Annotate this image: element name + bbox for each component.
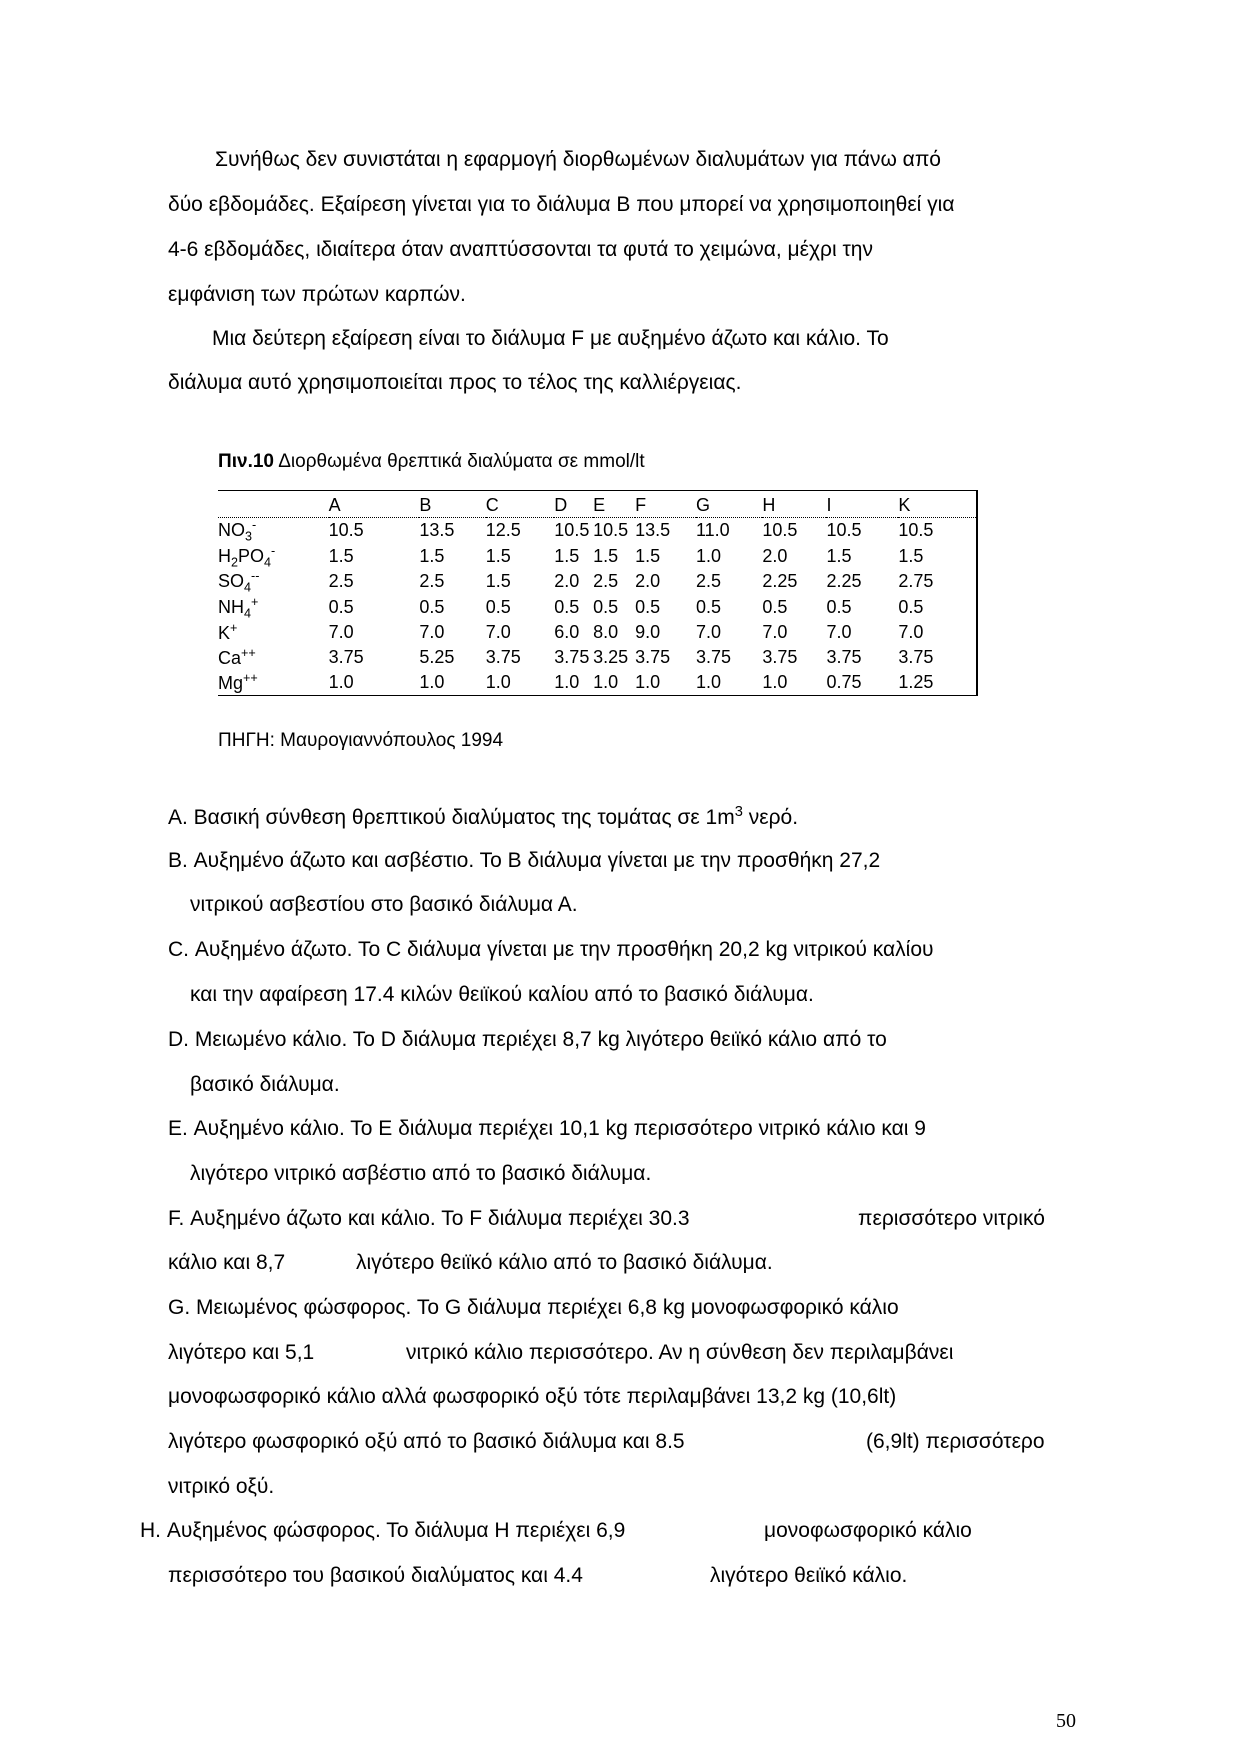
note-h-line: λιγότερο θειϊκό κάλιο. bbox=[710, 1564, 908, 1587]
table-cell: 2.25 bbox=[762, 571, 798, 592]
table-header-ion bbox=[218, 491, 329, 518]
table-cell: 3.75 bbox=[826, 647, 862, 668]
table-row bbox=[218, 645, 977, 670]
ion-label-part: 3 bbox=[245, 529, 253, 544]
note-g-line: νιτρικό κάλιο περισσότερο. Αν η σύνθεση δεν περιλαμβάνει bbox=[406, 1341, 954, 1364]
note-g-line: G. Μειωμένος φώσφορος. Το G διάλυμα περιέχει 6,8 kg μονοφωσφορικό κάλιο bbox=[168, 1296, 899, 1319]
table-cell: 1.5 bbox=[485, 545, 511, 566]
table-cell: 0.5 bbox=[485, 597, 511, 618]
intro-line: 4-6 εβδομάδες, ιδιαίτερα όταν αναπτύσσονται τα φυτά το χειμώνα, μέχρι την bbox=[168, 238, 873, 261]
ion-label-part: NO bbox=[218, 520, 245, 540]
ion-label-part: - bbox=[271, 543, 276, 558]
table-cell: 13.5 bbox=[635, 520, 671, 541]
ion-label-part: H bbox=[218, 545, 231, 566]
table-cell: 3.75 bbox=[635, 647, 671, 668]
table-cell: 0.5 bbox=[419, 597, 445, 618]
table-cell: 2.75 bbox=[898, 569, 977, 595]
table-cell: 1.5 bbox=[826, 545, 852, 566]
note-a bbox=[168, 804, 798, 830]
ion-label bbox=[218, 595, 329, 621]
table-header-cell: H bbox=[762, 491, 826, 518]
table-header-cell: I bbox=[826, 491, 898, 518]
ion-label-part: 2 bbox=[231, 555, 239, 570]
table-cell: 2.0 bbox=[554, 571, 580, 592]
intro-line: Συνήθως δεν συνιστάται η εφαρμογή διορθωμένων διαλυμάτων για πάνω από bbox=[215, 148, 941, 171]
table-cell: 1.25 bbox=[898, 670, 977, 696]
table-cell: 2.25 bbox=[826, 571, 862, 592]
table-cell: 7.0 bbox=[485, 622, 511, 643]
table-cell: 3.75 bbox=[328, 647, 364, 668]
table-cell: 7.0 bbox=[826, 622, 852, 643]
note-g-line: νιτρικό οξύ. bbox=[168, 1475, 275, 1498]
note-e-line: λιγότερο νιτρικό ασβέστιο από το βασικό διάλυμα. bbox=[190, 1162, 652, 1185]
ion-label-part: 4 bbox=[244, 580, 252, 595]
table-cell: 10.5 bbox=[826, 520, 862, 541]
table-cell: 10.5 bbox=[762, 520, 798, 541]
table-cell: 6.0 bbox=[554, 622, 580, 643]
table-cell: 8.0 bbox=[593, 622, 619, 643]
table-cell: 7.0 bbox=[762, 622, 788, 643]
note-a-text: A. Βασική σύνθεση θρεπτικού διαλύματος της τομάτας σε 1m bbox=[168, 806, 735, 829]
table-cell: 1.0 bbox=[329, 670, 420, 696]
table-header-row bbox=[218, 491, 977, 518]
intro-line: διάλυμα αυτό χρησιμοποιείται προς το τέλος της καλλιέργειας. bbox=[168, 371, 742, 394]
ion-label-part: Ca bbox=[218, 648, 242, 669]
table-cell: 3.75 bbox=[762, 647, 798, 668]
table-cell: 2.0 bbox=[635, 571, 661, 592]
table-row bbox=[218, 544, 977, 570]
note-f-line: F. Αυξημένο άζωτο και κάλιο. Το F διάλυμα περιέχει 30.3 bbox=[168, 1207, 690, 1230]
table-cell: 0.5 bbox=[898, 595, 977, 621]
ion-label-part: ++ bbox=[243, 671, 258, 686]
table-caption bbox=[218, 451, 645, 473]
table-cell: 1.0 bbox=[762, 670, 826, 696]
table-cell: 1.5 bbox=[554, 545, 580, 566]
ion-label-part: PO bbox=[238, 545, 265, 566]
table-cell: 0.5 bbox=[593, 597, 619, 618]
table-header-cell: F bbox=[635, 491, 696, 518]
table-cell: 2.5 bbox=[419, 571, 445, 592]
table-header-cell: E bbox=[593, 491, 635, 518]
note-c-line: C. Αυξημένο άζωτο. Το C διάλυμα γίνεται με την προσθήκη 20,2 kg νιτρικού καλίου bbox=[168, 938, 934, 961]
table-cell: 3.25 bbox=[593, 647, 629, 668]
table-cell: 0.5 bbox=[328, 597, 354, 618]
intro-line: εμφάνιση των πρώτων καρπών. bbox=[168, 283, 466, 306]
table-cell: 2.5 bbox=[593, 571, 619, 592]
table-header-cell: C bbox=[486, 491, 555, 518]
note-f-line: περισσότερο νιτρικό bbox=[858, 1207, 1045, 1230]
table-cell: 7.0 bbox=[898, 620, 977, 645]
table-cell: 1.0 bbox=[696, 670, 762, 696]
table-caption-text: Διορθωμένα θρεπτικά διαλύματα σε mmol/lt bbox=[278, 451, 645, 472]
table-cell: 7.0 bbox=[695, 622, 721, 643]
ion-label-part: + bbox=[251, 594, 259, 609]
table-cell: 9.0 bbox=[635, 622, 661, 643]
table-cell: 10.5 bbox=[898, 518, 977, 544]
table-source: ΠΗΓΗ: Μαυρογιαννόπουλος 1994 bbox=[218, 730, 504, 751]
table-cell: 0.5 bbox=[826, 597, 852, 618]
ion-label bbox=[218, 645, 329, 670]
table-header-cell: K bbox=[898, 491, 977, 518]
ion-label bbox=[218, 518, 329, 544]
table-row bbox=[218, 670, 977, 696]
solutions-table bbox=[218, 490, 978, 696]
note-a-sup: 3 bbox=[734, 804, 743, 820]
table-cell: 12.5 bbox=[485, 520, 521, 541]
table-cell: 0.5 bbox=[554, 597, 580, 618]
table-cell: 3.75 bbox=[554, 647, 590, 668]
intro-line: δύο εβδομάδες. Εξαίρεση γίνεται για το διάλυμα Β που μπορεί να χρησιμοποιηθεί για bbox=[168, 193, 955, 216]
table-cell: 11.0 bbox=[695, 520, 730, 541]
ion-label-part: + bbox=[230, 621, 238, 636]
table-cell: 1.0 bbox=[486, 670, 555, 696]
note-c-line: και την αφαίρεση 17.4 κιλών θειϊκού καλίου από το βασικό διάλυμα. bbox=[190, 983, 814, 1006]
note-h-line: μονοφωσφορικό κάλιο bbox=[764, 1519, 972, 1542]
note-e-line: E. Αυξημένο κάλιο. Το E διάλυμα περιέχει 10,1 kg περισσότερο νιτρικό κάλιο και 9 bbox=[168, 1117, 926, 1140]
table-row bbox=[218, 569, 977, 595]
table-row bbox=[218, 518, 977, 544]
note-g-line: μονοφωσφορικό κάλιο αλλά φωσφορικό οξύ τότε περιλαμβάνει 13,2 kg (10,6lt) bbox=[168, 1385, 897, 1408]
ion-label-part: Mg bbox=[218, 673, 244, 694]
table-cell: 1.0 bbox=[593, 670, 635, 696]
table-cell: 0.5 bbox=[635, 597, 661, 618]
note-b-line: νιτρικού ασβεστίου στο βασικό διάλυμα Α. bbox=[190, 893, 578, 916]
ion-label bbox=[218, 544, 329, 570]
table-cell: 3.75 bbox=[695, 647, 731, 668]
ion-label bbox=[218, 569, 329, 595]
note-d-line: D. Μειωμένο κάλιο. Το D διάλυμα περιέχει 8,7 kg λιγότερο θειϊκό κάλιο από το bbox=[168, 1028, 887, 1051]
table-cell: 10.5 bbox=[593, 520, 629, 541]
table-caption-label: Πιν.10 bbox=[218, 451, 274, 472]
ion-label-part: K bbox=[218, 623, 231, 644]
note-h-line: περισσότερο του βασικού διαλύματος και 4.4 bbox=[168, 1564, 583, 1587]
note-g-line: λιγότερο και 5,1 bbox=[168, 1341, 315, 1364]
note-h-line: H. Αυξημένος φώσφορος. Το διάλυμα Η περιέχει 6,9 bbox=[140, 1519, 626, 1542]
page-number: 50 bbox=[1056, 1710, 1076, 1732]
table-cell: 1.0 bbox=[635, 670, 696, 696]
table-cell: 10.5 bbox=[554, 520, 590, 541]
table-cell: 0.5 bbox=[762, 597, 788, 618]
note-f-line: λιγότερο θειϊκό κάλιο από το βασικό διάλυμα. bbox=[356, 1251, 773, 1274]
ion-label-part: NH bbox=[218, 596, 244, 617]
note-a-tail: νερό. bbox=[742, 806, 799, 829]
table-cell: 5.25 bbox=[419, 647, 455, 668]
note-d-line: βασικό διάλυμα. bbox=[190, 1073, 340, 1096]
note-b-line: B. Αυξημένο άζωτο και ασβέστιο. Το Β διάλυμα γίνεται με την προσθήκη 27,2 bbox=[168, 849, 881, 872]
note-g-line: (6,9lt) περισσότερο bbox=[866, 1430, 1045, 1453]
note-f-line: κάλιο και 8,7 bbox=[168, 1251, 286, 1274]
ion-label-part: - bbox=[252, 518, 257, 532]
ion-label-part: 4 bbox=[244, 606, 252, 621]
ion-label-part: ++ bbox=[241, 646, 256, 661]
table-cell: 2.5 bbox=[328, 571, 354, 592]
ion-label bbox=[218, 670, 329, 696]
table-cell: 1.5 bbox=[419, 545, 445, 566]
note-g-line: λιγότερο φωσφορικό οξύ από το βασικό διάλυμα και 8.5 bbox=[168, 1430, 685, 1453]
table-cell: 1.5 bbox=[635, 545, 661, 566]
table-cell: 1.0 bbox=[419, 670, 485, 696]
table-cell: 10.5 bbox=[328, 520, 364, 541]
table-cell: 13.5 bbox=[419, 520, 455, 541]
ion-label-part: SO bbox=[218, 571, 245, 592]
table-cell: 1.0 bbox=[554, 670, 593, 696]
table-row bbox=[218, 595, 977, 621]
ion-label-part: -- bbox=[251, 569, 260, 584]
table-cell: 2.5 bbox=[695, 571, 721, 592]
table-cell: 1.5 bbox=[593, 545, 619, 566]
table-cell: 7.0 bbox=[419, 622, 445, 643]
table-row bbox=[218, 620, 977, 645]
ion-label bbox=[218, 620, 329, 645]
table-cell: 1.5 bbox=[485, 571, 511, 592]
table-cell: 3.75 bbox=[898, 645, 977, 670]
table-cell: 7.0 bbox=[328, 622, 354, 643]
table-header-cell: G bbox=[696, 491, 762, 518]
table-header-cell: A bbox=[329, 491, 420, 518]
table-cell: 3.75 bbox=[485, 647, 521, 668]
intro-line: Μια δεύτερη εξαίρεση είναι το διάλυμα F με αυξημένο άζωτο και κάλιο. Το bbox=[212, 327, 889, 350]
table-cell: 0.5 bbox=[695, 597, 721, 618]
ion-label-part: 4 bbox=[264, 555, 272, 570]
table-cell: 1.5 bbox=[328, 545, 354, 566]
table-header-cell: D bbox=[554, 491, 593, 518]
table-cell: 0.75 bbox=[826, 670, 898, 696]
table-cell: 1.5 bbox=[898, 544, 977, 570]
table-header-cell: B bbox=[419, 491, 485, 518]
table-cell: 2.0 bbox=[762, 545, 788, 566]
table-cell: 1.0 bbox=[695, 545, 721, 566]
